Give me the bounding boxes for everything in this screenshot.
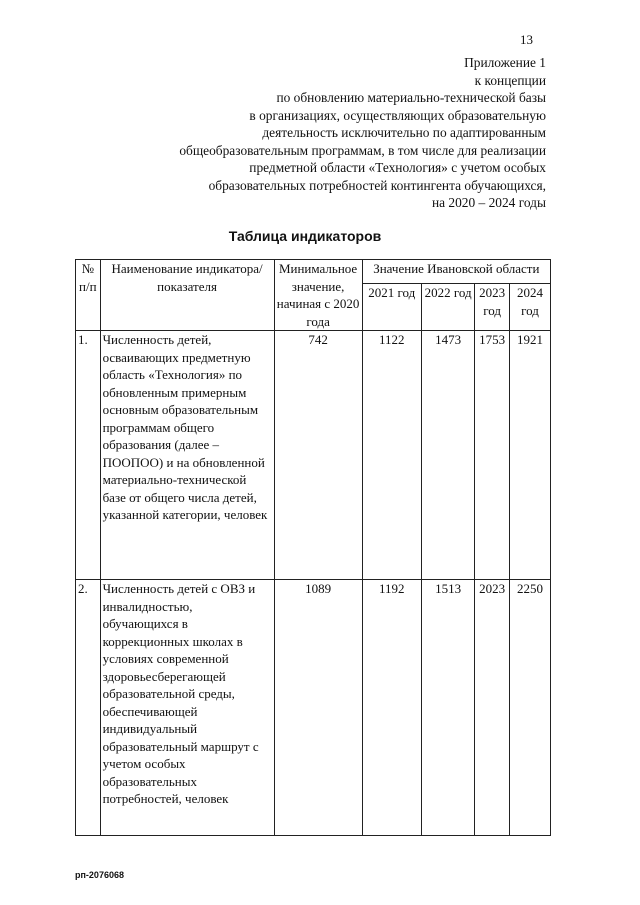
indicators-table <box>75 259 551 836</box>
row-min: 1089 <box>274 580 362 836</box>
header-min: Минимальное значение, начиная с 2020 года <box>274 260 362 331</box>
appendix-line: предметной области «Технология» с учетом особых <box>249 160 546 175</box>
row-min: 742 <box>274 331 362 580</box>
header-name: Наименование индикатора/показателя <box>100 260 274 331</box>
header-year: 2023 год <box>475 284 510 331</box>
appendix-line: на 2020 – 2024 годы <box>431 195 546 210</box>
row-name: Численность детей с ОВЗ и инвалидностью, обучающихся в коррекционных школах в условиях современной здоровьесберегающей образовательной среды, обеспечивающей индивидуальный образовательный маршрут с учетом особых образовательных потребностей, человек <box>100 580 274 836</box>
appendix-heading <box>126 54 546 212</box>
row-value: 1473 <box>421 331 474 580</box>
page-number: 13 <box>520 32 533 47</box>
header-year: 2024 год <box>509 284 550 331</box>
table-row <box>76 580 551 836</box>
appendix-line: Приложение 1 <box>464 55 546 70</box>
appendix-line: общеобразовательным программам, в том числе для реализации <box>179 142 546 158</box>
row-value: 1192 <box>362 580 421 836</box>
row-num: 2. <box>76 580 101 836</box>
header-row <box>76 260 551 284</box>
document-code: рп-2076068 <box>75 870 124 880</box>
header-num: № п/п <box>76 260 101 331</box>
row-value: 2023 <box>475 580 510 836</box>
table-title: Таблица индикаторов <box>228 228 382 244</box>
appendix-line: по обновлению материально-технической базы <box>276 90 546 105</box>
row-value: 1513 <box>421 580 474 836</box>
row-value: 1122 <box>362 331 421 580</box>
row-value: 2250 <box>509 580 550 836</box>
appendix-line: в организациях, осуществляющих образовательную <box>249 107 546 123</box>
appendix-line: к концепции <box>474 72 546 88</box>
appendix-line: деятельность исключительно по адаптированным <box>262 125 546 140</box>
row-num: 1. <box>76 331 101 580</box>
row-value: 1921 <box>509 331 550 580</box>
row-value: 1753 <box>475 331 510 580</box>
header-year: 2021 год <box>362 284 421 331</box>
header-year: 2022 год <box>421 284 474 331</box>
header-value-group: Значение Ивановской области <box>362 260 550 284</box>
table-row <box>76 331 551 580</box>
appendix-line: образовательных потребностей контингента обучающихся, <box>208 177 546 193</box>
row-name: Численность детей, осваивающих предметную область «Технология» по обновленным примерным основным образовательным программам общего образования (далее – ПООПОО) и на обновленной материально-технической базе от общего числа детей, указанной категории, человек <box>100 331 274 580</box>
